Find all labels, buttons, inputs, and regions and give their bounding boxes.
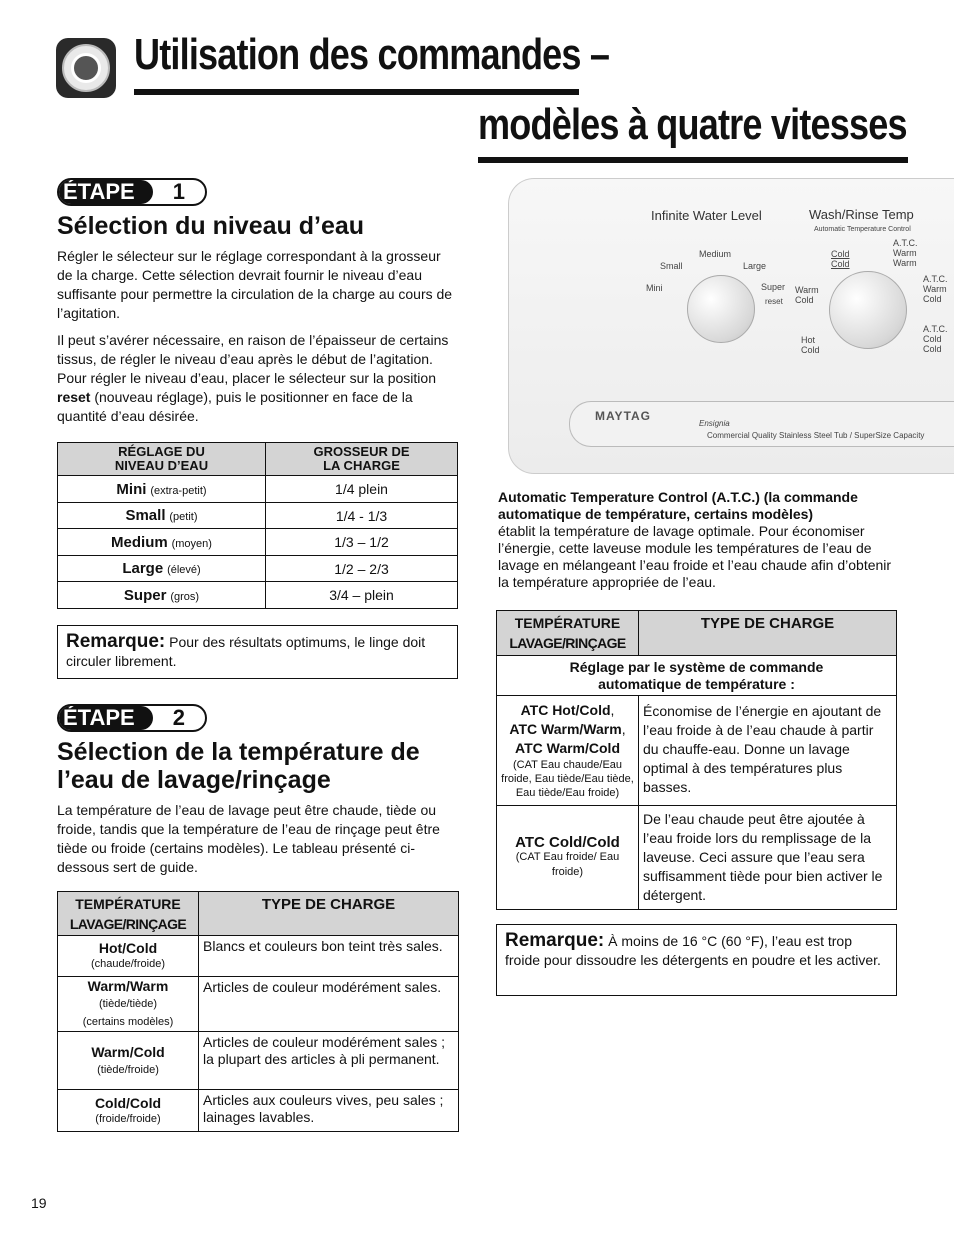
water-level-knob — [687, 275, 755, 343]
temperature-knob — [829, 271, 907, 349]
step-label: ÉTAPE — [59, 180, 153, 204]
table-row: ATC Hot/Cold, ATC Warm/Warm, ATC Warm/Cold (CAT Eau chaude/Eau froide, Eau tiède/Eau tiède, Eau tiède/Eau froide) Économise de l’énergie en ajoutant de l’eau froide à de l’eau chaude à partir du chauffe-eau. Donne un lavage optimal à des températures plus basses. — [497, 696, 897, 806]
atc-description: Automatic Temperature Control (A.T.C.) (la commande automatique de température, certains modèles) établit la température de lavage optimale. Pour économiser l’énergie, cette laveuse module les températures de l’eau de lavage en mélangeant l’eau froide et l’eau chaude afin d’obtenir la température appropriée de l’eau. — [498, 489, 892, 590]
page-title-line1: Utilisation des commandes – — [134, 30, 610, 79]
table-header: TEMPÉRATURE LAVAGE/RINÇAGE — [58, 892, 199, 936]
temp-cold-cold: Cold Cold — [831, 249, 850, 269]
title-rule-1 — [134, 89, 579, 95]
level-super: Super — [761, 282, 786, 292]
step1-para1: Régler le sélecteur sur le réglage correspondant à la grosseur de la charge. Cette sélection devrait fournir le niveau d’eau suffisante pour permettre la circulation de la charge au cours de l’agitation. — [57, 248, 453, 321]
table-row: Medium (moyen) 1/3 – 1/2 — [58, 529, 458, 556]
brand-logo: MAYTAG — [595, 409, 652, 423]
level-reset: reset — [765, 297, 783, 306]
wash-temp-table — [57, 891, 459, 1132]
table-header: TYPE DE CHARGE — [639, 611, 897, 656]
step2-para: La température de l’eau de lavage peut être chaude, tiède ou froide, tandis que la température de l’eau de rinçage peut être tiède ou froide (certains modèles). Le tableau présenté ci-dessous sert de guide. — [57, 802, 440, 875]
temp-atc-cold-cold: A.T.C. Cold Cold — [923, 324, 948, 354]
table-row: Mini (extra-petit) 1/4 plein — [58, 476, 458, 503]
step-number: 1 — [172, 179, 185, 204]
temp-title: Wash/Rinse Temp — [809, 207, 914, 222]
water-level-table — [57, 442, 458, 609]
step2-badge — [57, 704, 207, 732]
level-medium: Medium — [699, 249, 732, 259]
table-row: Super (gros) 3/4 – plein — [58, 582, 458, 609]
step-label: ÉTAPE — [59, 706, 153, 730]
step1-note: Remarque: Pour des résultats optimums, le linge doit circuler librement. — [57, 625, 458, 679]
atc-note: Remarque: À moins de 16 °C (60 °F), l’eau est trop froide pour dissoudre les détergents en poudre et les activer. — [496, 924, 897, 996]
table-row: Hot/Cold (chaude/froide) Blancs et couleurs bon teint très sales. — [58, 936, 459, 977]
table-row: Réglage par le système de commande automatique de température : — [497, 656, 897, 696]
temp-atc-warm-warm: A.T.C. Warm Warm — [893, 238, 918, 268]
page-title-line2: modèles à quatre vitesses — [478, 100, 907, 149]
step-number: 2 — [172, 705, 185, 730]
water-level-title: Infinite Water Level — [651, 208, 762, 223]
washer-logo-icon — [56, 38, 116, 98]
step2-heading: Sélection de la température de l’eau de lavage/rinçage — [57, 738, 420, 794]
step1-badge — [57, 178, 207, 206]
step1-para2: Il peut s’avérer nécessaire, en raison de l’épaisseur de certains tissus, de régler le niveau d’eau après le début de l’agitation. Pour régler le niveau d’eau, placer le sélecteur sur la position reset (nouveau réglage), puis le positionner en face de la quantité d’eau désirée. — [57, 332, 449, 424]
table-row: Large (élevé) 1/2 – 2/3 — [58, 556, 458, 582]
table-row: Warm/Cold (tiède/froide) Articles de couleur modérément sales ; la plupart des articles à pli permanent. — [58, 1032, 459, 1090]
table-row: Small (petit) 1/4 - 1/3 — [58, 503, 458, 529]
temp-warm-cold: Warm Cold — [795, 285, 819, 305]
step1-heading: Sélection du niveau d’eau — [57, 212, 365, 240]
atc-table — [496, 610, 897, 910]
tagline: Commercial Quality Stainless Steel Tub / SuperSize Capacity — [707, 431, 925, 440]
page-number: 19 — [31, 1195, 47, 1211]
level-large: Large — [743, 261, 767, 271]
table-row: Cold/Cold (froide/froide) Articles aux couleurs vives, peu sales ; lainages lavables. — [58, 1090, 459, 1132]
temp-hot-cold: Hot Cold — [801, 335, 820, 355]
temp-atc-warm-cold: A.T.C. Warm Cold — [923, 274, 948, 304]
table-header: TYPE DE CHARGE — [199, 892, 459, 936]
title-rule-2 — [478, 157, 908, 163]
table-header: TEMPÉRATURE LAVAGE/RINÇAGE — [497, 611, 639, 656]
level-small: Small — [660, 261, 683, 271]
level-mini: Mini — [646, 283, 663, 293]
table-header: RÉGLAGE DU NIVEAU D’EAU — [58, 443, 266, 476]
control-panel-image — [508, 178, 954, 474]
temp-subtitle: Automatic Temperature Control — [814, 226, 911, 233]
table-row: Warm/Warm (tiède/tiède) (certains modèles) Articles de couleur modérément sales. — [58, 977, 459, 1032]
table-row: ATC Cold/Cold (CAT Eau froide/ Eau froide) De l’eau chaude peut être ajoutée à l’eau froide lors du remplissage de la laveuse. Ceci assure que l’eau sera suffisamment tiède pour bien activer le détergent. — [497, 806, 897, 910]
series-name: Ensignia — [699, 419, 730, 428]
table-header: GROSSEUR DE LA CHARGE — [266, 443, 458, 476]
